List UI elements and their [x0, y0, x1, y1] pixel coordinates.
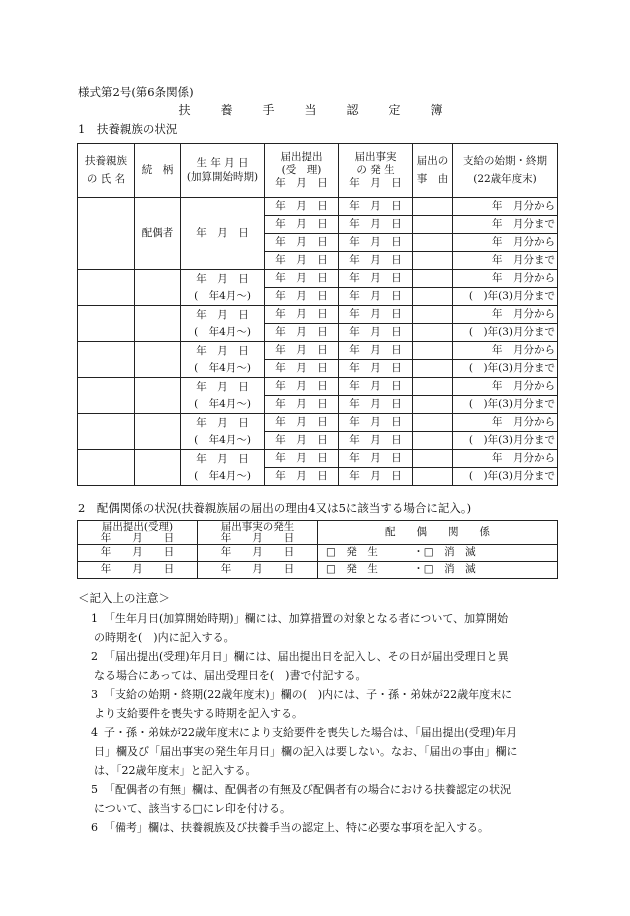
name-cell[interactable] [78, 342, 135, 378]
name-cell[interactable] [78, 414, 135, 450]
page-title: 扶 養 手 当 認 定 簿 [178, 103, 452, 117]
note-item: 1 「生年月日(加算開始時期)」欄には、加算措置の対象となる者について、加算開始 の時期を( )内に記入する。 [91, 612, 509, 644]
reason-cell[interactable] [413, 198, 453, 216]
table-row [78, 545, 558, 562]
table-row [78, 414, 558, 432]
table-header-row [78, 521, 558, 545]
relation-cell[interactable] [135, 414, 181, 450]
fact-date-cell[interactable]: 年 月 日 [198, 545, 318, 562]
period-start-cell[interactable]: 年 月分から [453, 450, 558, 468]
fact-date-cell[interactable]: 年 月 日 [339, 342, 413, 360]
period-end-cell[interactable]: 年 月分まで [453, 252, 558, 270]
reason-cell[interactable] [413, 288, 453, 306]
period-end-cell[interactable]: ( )年(3)月分まで [453, 396, 558, 414]
reason-cell[interactable] [413, 414, 453, 432]
fact-date-cell[interactable]: 年 月 日 [339, 378, 413, 396]
header-notify-date: 届出提出 (受 理) 年 月 日 [265, 144, 339, 198]
fact-date-cell[interactable]: 年 月 日 [339, 234, 413, 252]
notify-date-cell[interactable]: 年 月 日 [265, 468, 339, 486]
notify-date-cell[interactable]: 年 月 日 [265, 396, 339, 414]
note-item: 5 「配偶者の有無」欄は、配偶者の有無及び配偶者有の場合における扶養認定の状況 について、該当する□にレ印を付ける。 [91, 783, 511, 815]
spouse-status-table [77, 520, 558, 579]
reason-cell[interactable] [413, 378, 453, 396]
header-period: 支給の始期・終期 (22歳年度末) [453, 144, 558, 198]
occur-checkbox[interactable]: □ 発 生 [326, 546, 378, 559]
header-fact-date: 届出事実 の 発 生 年 月 日 [339, 144, 413, 198]
reason-cell[interactable] [413, 396, 453, 414]
relation-cell: 配偶者 [135, 198, 181, 270]
period-end-cell[interactable]: ( )年(3)月分まで [453, 360, 558, 378]
period-start-cell[interactable]: 年 月分から [453, 270, 558, 288]
fact-date-cell[interactable]: 年 月 日 [339, 252, 413, 270]
table-row [78, 562, 558, 579]
header-reason: 届出の 事 由 [413, 144, 453, 198]
fact-date-cell[interactable]: 年 月 日 [339, 360, 413, 378]
period-end-cell[interactable]: ( )年(3)月分まで [453, 468, 558, 486]
relation-status-cell [318, 562, 558, 579]
section1-heading: 1 扶養親族の状況 [78, 122, 178, 136]
birth-cell[interactable]: 年 月 日 ( 年4月～) [181, 378, 265, 414]
note-item: 6 「備考」欄は、扶養親族及び扶養手当の認定上、特に必要な事項を記入する。 [91, 821, 489, 834]
table-row [78, 306, 558, 324]
notify-date-cell[interactable]: 年 月 日 [265, 252, 339, 270]
table-row [78, 450, 558, 468]
fact-date-cell[interactable]: 年 月 日 [198, 562, 318, 579]
note-item: 3 「支給の始期・終期(22歳年度末)」欄の( )内には、子・孫・弟妹が22歳年度末に より支給要件を喪失する時期を記入する。 [91, 688, 513, 720]
name-cell[interactable] [78, 306, 135, 342]
header-relation: 続 柄 [135, 144, 181, 198]
notify-date-cell[interactable]: 年 月 日 [265, 216, 339, 234]
note-item: 4 子・孫・弟妹が22歳年度末により支給要件を喪失した場合は、「届出提出(受理)年月 日」欄及び「届出事実の発生年月日」欄の記入は要しない。なお、「届出の事由」欄に は、「22歳年度末」と記入する。 [91, 726, 518, 777]
relation-cell[interactable] [135, 378, 181, 414]
notify-date-cell[interactable]: 年 月 日 [265, 198, 339, 216]
relation-status-cell [318, 545, 558, 562]
header-relation-status: 配 偶 関 係 [318, 521, 558, 545]
header-birth: 生 年 月 日 (加算開始時期) [181, 144, 265, 198]
table-row [78, 270, 558, 288]
table-row [78, 378, 558, 396]
birth-cell[interactable]: 年 月 日 ( 年4月～) [181, 450, 265, 486]
fact-date-cell[interactable]: 年 月 日 [339, 306, 413, 324]
fact-date-cell[interactable]: 年 月 日 [339, 468, 413, 486]
notify-date-cell[interactable]: 年 月 日 [265, 306, 339, 324]
fact-date-cell[interactable]: 年 月 日 [339, 198, 413, 216]
table-header-row [78, 144, 558, 198]
name-cell[interactable] [78, 270, 135, 306]
reason-cell[interactable] [413, 468, 453, 486]
header-notify-date: 届出提出(受理) 年 月 日 [78, 521, 198, 545]
fact-date-cell[interactable]: 年 月 日 [339, 288, 413, 306]
period-end-cell[interactable]: ( )年(3)月分まで [453, 324, 558, 342]
reason-cell[interactable] [413, 216, 453, 234]
name-cell[interactable] [78, 378, 135, 414]
birth-cell[interactable]: 年 月 日 ( 年4月～) [181, 342, 265, 378]
notify-date-cell[interactable]: 年 月 日 [265, 450, 339, 468]
period-start-cell[interactable]: 年 月分から [453, 198, 558, 216]
notify-date-cell[interactable]: 年 月 日 [78, 562, 198, 579]
birth-cell[interactable]: 年 月 日 ( 年4月～) [181, 414, 265, 450]
notify-date-cell[interactable]: 年 月 日 [265, 414, 339, 432]
notify-date-cell[interactable]: 年 月 日 [265, 234, 339, 252]
notify-date-cell[interactable]: 年 月 日 [265, 270, 339, 288]
section2-heading: 2 配偶関係の状況(扶養親族届の届出の理由4又は5に該当する場合に記入。) [78, 501, 472, 515]
table-row [78, 342, 558, 360]
fact-date-cell[interactable]: 年 月 日 [339, 432, 413, 450]
notify-date-cell[interactable]: 年 月 日 [78, 545, 198, 562]
reason-cell[interactable] [413, 252, 453, 270]
birth-cell[interactable]: 年 月 日 [181, 198, 265, 270]
relation-cell[interactable] [135, 306, 181, 342]
reason-cell[interactable] [413, 432, 453, 450]
notes-heading: ＜記入上の注意＞ [78, 591, 170, 605]
period-start-cell[interactable]: 年 月分から [453, 414, 558, 432]
fact-date-cell[interactable]: 年 月 日 [339, 324, 413, 342]
dependents-table [77, 143, 558, 486]
notify-date-cell[interactable]: 年 月 日 [265, 378, 339, 396]
period-start-cell[interactable]: 年 月分から [453, 306, 558, 324]
header-name: 扶養親族 の 氏 名 [78, 144, 135, 198]
fact-date-cell[interactable]: 年 月 日 [339, 414, 413, 432]
reason-cell[interactable] [413, 450, 453, 468]
notify-date-cell[interactable]: 年 月 日 [265, 288, 339, 306]
name-cell[interactable] [78, 198, 135, 270]
notify-date-cell[interactable]: 年 月 日 [265, 324, 339, 342]
name-cell[interactable] [78, 450, 135, 486]
relation-cell[interactable] [135, 450, 181, 486]
reason-cell[interactable] [413, 234, 453, 252]
period-start-cell[interactable]: 年 月分から [453, 234, 558, 252]
reason-cell[interactable] [413, 306, 453, 324]
note-item: 2 「届出提出(受理)年月日」欄には、届出提出日を記入し、その日が届出受理日と異 なる場合にあっては、届出受理日を( )書で付記する。 [91, 650, 509, 682]
fact-date-cell[interactable]: 年 月 日 [339, 396, 413, 414]
fact-date-cell[interactable]: 年 月 日 [339, 270, 413, 288]
table-row [78, 198, 558, 216]
period-end-cell[interactable]: ( )年(3)月分まで [453, 432, 558, 450]
period-end-cell[interactable]: 年 月分まで [453, 216, 558, 234]
fact-date-cell[interactable]: 年 月 日 [339, 450, 413, 468]
birth-cell[interactable]: 年 月 日 ( 年4月～) [181, 270, 265, 306]
form-number: 様式第2号(第6条関係) [78, 85, 194, 99]
notify-date-cell[interactable]: 年 月 日 [265, 360, 339, 378]
reason-cell[interactable] [413, 342, 453, 360]
reason-cell[interactable] [413, 270, 453, 288]
birth-cell[interactable]: 年 月 日 ( 年4月～) [181, 306, 265, 342]
extinct-checkbox[interactable]: ・□ 消 滅 [413, 546, 476, 559]
fact-date-cell[interactable]: 年 月 日 [339, 216, 413, 234]
notify-date-cell[interactable]: 年 月 日 [265, 432, 339, 450]
notify-date-cell[interactable]: 年 月 日 [265, 342, 339, 360]
relation-cell[interactable] [135, 270, 181, 306]
header-fact-date: 届出事実の発生 年 月 日 [198, 521, 318, 545]
period-start-cell[interactable]: 年 月分から [453, 342, 558, 360]
occur-checkbox[interactable]: □ 発 生 [326, 563, 378, 576]
reason-cell[interactable] [413, 360, 453, 378]
period-start-cell[interactable]: 年 月分から [453, 378, 558, 396]
extinct-checkbox[interactable]: ・□ 消 滅 [413, 563, 476, 576]
reason-cell[interactable] [413, 324, 453, 342]
relation-cell[interactable] [135, 342, 181, 378]
period-end-cell[interactable]: ( )年(3)月分まで [453, 288, 558, 306]
